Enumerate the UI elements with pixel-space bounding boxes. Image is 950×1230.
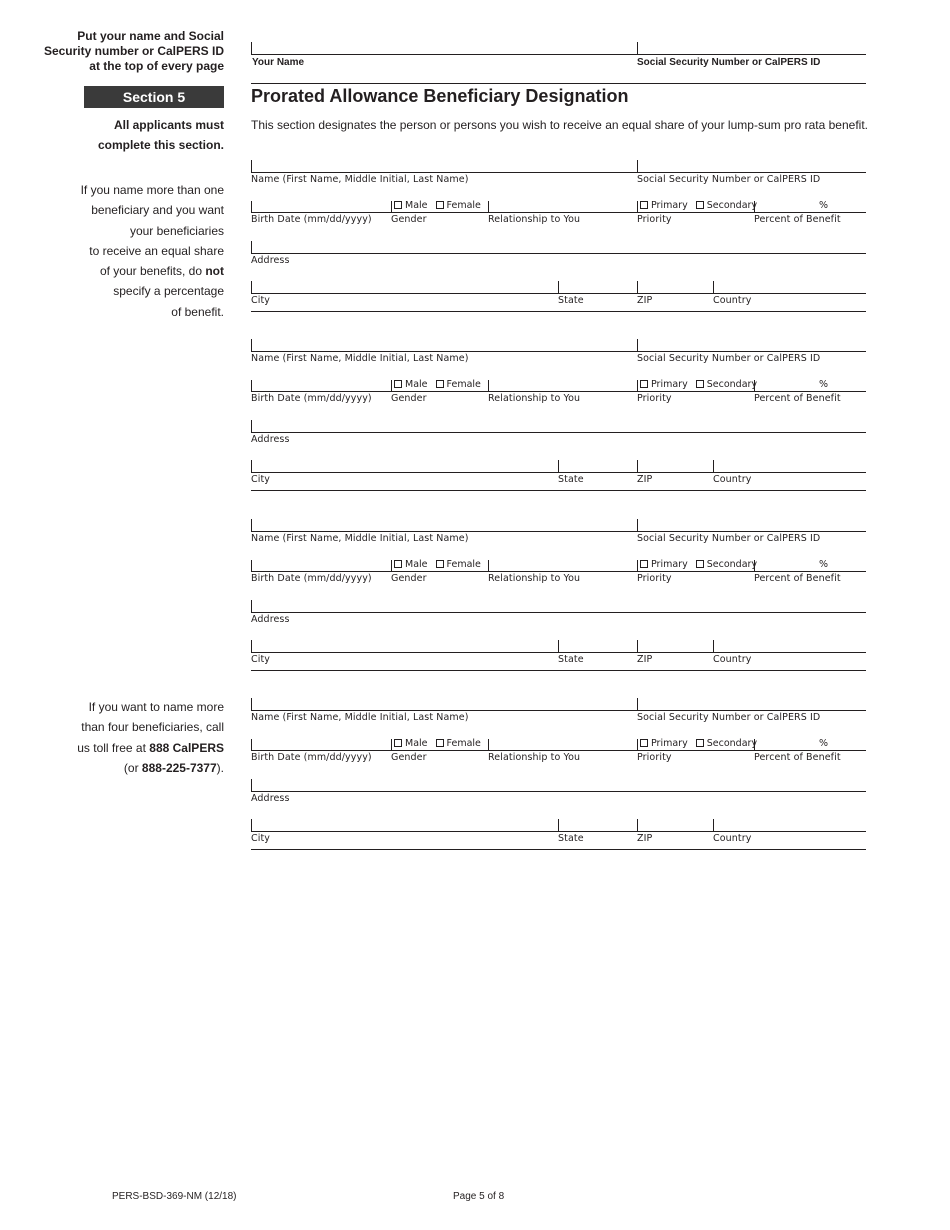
female-option-label: Female: [446, 559, 481, 570]
gender-options: [394, 200, 481, 211]
zip-label: ZIP: [637, 295, 653, 306]
name-field-tick: [251, 698, 252, 710]
city-tick: [251, 819, 252, 831]
female-option-label: Female: [446, 379, 481, 390]
sidebar-text: of your benefits, do: [99, 264, 206, 279]
state-label: State: [558, 833, 584, 844]
sidebar-line: [24, 758, 224, 778]
sidebar-line: [24, 738, 224, 758]
instruction-line: at the top of every page: [89, 59, 224, 73]
instruction-line: Put your name and Social: [77, 29, 224, 43]
instruction-line: Security number or CalPERS ID: [43, 44, 224, 58]
percent-label: Percent of Benefit: [754, 214, 841, 225]
beneficiary-block-3: [251, 517, 866, 677]
priority-options: [640, 379, 757, 390]
gender-label: Gender: [391, 573, 427, 584]
secondary-option-label: Secondary: [706, 559, 758, 570]
beneficiary-block-1: [251, 158, 866, 318]
sidebar-line: to receive an equal share: [89, 243, 224, 258]
priority-label: Priority: [637, 214, 672, 225]
form-id: PERS-BSD-369-NM (12/18): [112, 1191, 237, 1202]
zip-tick: [637, 460, 638, 472]
primary-checkbox[interactable]: [640, 201, 648, 209]
zip-label: ZIP: [637, 833, 653, 844]
block-divider: [251, 311, 866, 312]
state-label: State: [558, 474, 584, 485]
primary-checkbox[interactable]: [640, 739, 648, 747]
percent-sign: %: [819, 738, 829, 749]
birth-row-field-line[interactable]: [251, 391, 866, 392]
gender-options: [394, 559, 481, 570]
city-tick: [251, 281, 252, 293]
sidebar-line: beneficiary and you want: [91, 203, 224, 218]
male-checkbox[interactable]: [394, 201, 402, 209]
gender-options: [394, 738, 481, 749]
your-name-label: Your Name: [252, 57, 305, 68]
male-checkbox[interactable]: [394, 380, 402, 388]
address-label: Address: [251, 255, 290, 266]
section-badge: Section 5: [84, 86, 224, 108]
city-tick: [251, 460, 252, 472]
female-checkbox[interactable]: [436, 739, 444, 747]
secondary-checkbox[interactable]: [696, 201, 704, 209]
primary-option-label: Primary: [651, 200, 688, 211]
male-option-label: Male: [405, 738, 428, 749]
city-row-field-line[interactable]: [251, 652, 866, 653]
city-label: City: [251, 833, 271, 844]
percent-sign: %: [819, 559, 829, 570]
relationship-label: Relationship to You: [488, 214, 581, 225]
state-label: State: [558, 654, 584, 665]
male-option-label: Male: [405, 559, 428, 570]
primary-checkbox[interactable]: [640, 380, 648, 388]
birth-row-field-line[interactable]: [251, 571, 866, 572]
sidebar-text: ).: [216, 760, 224, 775]
page-title: Prorated Allowance Beneficiary Designation: [251, 86, 629, 106]
page-header-instruction: [24, 29, 224, 74]
relationship-label: Relationship to You: [488, 393, 581, 404]
city-tick: [251, 640, 252, 652]
block-divider: [251, 490, 866, 491]
birth-date-label: Birth Date (mm/dd/yyyy): [251, 573, 372, 584]
header-divider: [251, 83, 866, 84]
sidebar-text: us toll free at: [77, 740, 150, 755]
block-divider: [251, 670, 866, 671]
secondary-option-label: Secondary: [706, 200, 758, 211]
your-name-field-tick: [251, 42, 252, 54]
priority-label: Priority: [637, 393, 672, 404]
male-option-label: Male: [405, 379, 428, 390]
address-tick: [251, 420, 252, 432]
female-checkbox[interactable]: [436, 380, 444, 388]
sidebar-line: If you name more than one: [80, 183, 224, 197]
sidebar-line: of benefit.: [171, 304, 224, 319]
name-label: Name (First Name, Middle Initial, Last Name): [251, 174, 469, 185]
country-label: Country: [713, 833, 752, 844]
phone-calpers: 888 CalPERS: [149, 740, 224, 755]
name-label: Name (First Name, Middle Initial, Last Name): [251, 353, 469, 364]
ssn-label: Social Security Number or CalPERS ID: [637, 712, 821, 723]
name-ssn-field-line[interactable]: [251, 351, 866, 352]
gender-label: Gender: [391, 752, 427, 763]
priority-options: [640, 200, 757, 211]
name-label: Name (First Name, Middle Initial, Last Name): [251, 533, 469, 544]
city-row-field-line[interactable]: [251, 472, 866, 473]
sidebar-must-complete: [24, 115, 224, 155]
ssn-field-tick: [637, 519, 638, 531]
male-checkbox[interactable]: [394, 560, 402, 568]
zip-label: ZIP: [637, 474, 653, 485]
name-ssn-field-line[interactable]: [251, 531, 866, 532]
ssn-label: Social Security Number or CalPERS ID: [637, 353, 821, 364]
city-row-field-line[interactable]: [251, 831, 866, 832]
country-tick: [713, 640, 714, 652]
name-field-tick: [251, 339, 252, 351]
primary-checkbox[interactable]: [640, 560, 648, 568]
female-option-label: Female: [446, 738, 481, 749]
secondary-option-label: Secondary: [706, 379, 758, 390]
country-label: Country: [713, 474, 752, 485]
country-tick: [713, 460, 714, 472]
country-label: Country: [713, 654, 752, 665]
name-field-tick: [251, 160, 252, 172]
phone-number: 888-225-7377: [141, 760, 217, 775]
sidebar-more-than-four-note: [24, 697, 224, 778]
secondary-checkbox[interactable]: [696, 739, 704, 747]
sidebar-line: All applicants must: [113, 118, 224, 132]
birth-row-field-line[interactable]: [251, 750, 866, 751]
ssn-field-tick: [637, 160, 638, 172]
relationship-label: Relationship to You: [488, 752, 581, 763]
address-field-line[interactable]: [251, 432, 866, 433]
address-label: Address: [251, 793, 290, 804]
beneficiary-block-2: [251, 337, 866, 497]
female-checkbox[interactable]: [436, 201, 444, 209]
male-option-label: Male: [405, 200, 428, 211]
state-tick: [558, 460, 559, 472]
address-label: Address: [251, 434, 290, 445]
country-tick: [713, 281, 714, 293]
primary-option-label: Primary: [651, 379, 688, 390]
priority-label: Priority: [637, 573, 672, 584]
name-field-tick: [251, 519, 252, 531]
address-field-line[interactable]: [251, 253, 866, 254]
percent-label: Percent of Benefit: [754, 573, 841, 584]
city-label: City: [251, 654, 271, 665]
sidebar-text: (or: [123, 760, 142, 775]
birth-date-label: Birth Date (mm/dd/yyyy): [251, 214, 372, 225]
city-label: City: [251, 295, 271, 306]
ssn-label: Social Security Number or CalPERS ID: [637, 174, 821, 185]
secondary-checkbox[interactable]: [696, 380, 704, 388]
primary-option-label: Primary: [651, 738, 688, 749]
ssn-header-label: Social Security Number or CalPERS ID: [637, 57, 821, 68]
sidebar-line: specify a percentage: [113, 284, 224, 299]
state-tick: [558, 281, 559, 293]
block-divider: [251, 849, 866, 850]
percent-label: Percent of Benefit: [754, 393, 841, 404]
gender-label: Gender: [391, 214, 427, 225]
birth-date-label: Birth Date (mm/dd/yyyy): [251, 393, 372, 404]
secondary-checkbox[interactable]: [696, 560, 704, 568]
city-label: City: [251, 474, 271, 485]
city-row-field-line[interactable]: [251, 293, 866, 294]
sidebar-emphasis: not: [205, 264, 224, 279]
birth-row-field-line[interactable]: [251, 212, 866, 213]
name-label: Name (First Name, Middle Initial, Last Name): [251, 712, 469, 723]
ssn-field-tick: [637, 339, 638, 351]
priority-options: [640, 559, 757, 570]
section-intro: This section designates the person or persons you wish to receive an equal share of your lump-sum pro rata benefit.: [251, 118, 868, 132]
name-ssn-field-line[interactable]: [251, 172, 866, 173]
address-field-line[interactable]: [251, 612, 866, 613]
country-label: Country: [713, 295, 752, 306]
address-label: Address: [251, 614, 290, 625]
gender-label: Gender: [391, 393, 427, 404]
sidebar-line: If you want to name more: [88, 700, 224, 714]
secondary-option-label: Secondary: [706, 738, 758, 749]
ssn-field-tick: [637, 698, 638, 710]
relationship-label: Relationship to You: [488, 573, 581, 584]
sidebar-line: than four beneficiaries, call: [81, 720, 224, 735]
ssn-label: Social Security Number or CalPERS ID: [637, 533, 821, 544]
priority-options: [640, 738, 757, 749]
address-tick: [251, 779, 252, 791]
sidebar-line: your beneficiaries: [129, 223, 224, 238]
zip-tick: [637, 640, 638, 652]
state-tick: [558, 640, 559, 652]
percent-label: Percent of Benefit: [754, 752, 841, 763]
percent-sign: %: [819, 379, 829, 390]
sidebar-equal-share-note: [24, 180, 224, 322]
gender-options: [394, 379, 481, 390]
your-name-field[interactable]: [251, 54, 866, 55]
priority-label: Priority: [637, 752, 672, 763]
ssn-field-tick: [637, 42, 638, 54]
primary-option-label: Primary: [651, 559, 688, 570]
female-option-label: Female: [446, 200, 481, 211]
zip-tick: [637, 819, 638, 831]
state-tick: [558, 819, 559, 831]
page-number: Page 5 of 8: [453, 1191, 505, 1202]
sidebar-line: complete this section.: [97, 138, 224, 152]
country-tick: [713, 819, 714, 831]
female-checkbox[interactable]: [436, 560, 444, 568]
address-tick: [251, 600, 252, 612]
sidebar-line: [24, 261, 224, 281]
name-ssn-field-line[interactable]: [251, 710, 866, 711]
birth-date-label: Birth Date (mm/dd/yyyy): [251, 752, 372, 763]
percent-sign: %: [819, 200, 829, 211]
address-field-line[interactable]: [251, 791, 866, 792]
zip-tick: [637, 281, 638, 293]
zip-label: ZIP: [637, 654, 653, 665]
state-label: State: [558, 295, 584, 306]
address-tick: [251, 241, 252, 253]
beneficiary-block-4: [251, 696, 866, 856]
male-checkbox[interactable]: [394, 739, 402, 747]
